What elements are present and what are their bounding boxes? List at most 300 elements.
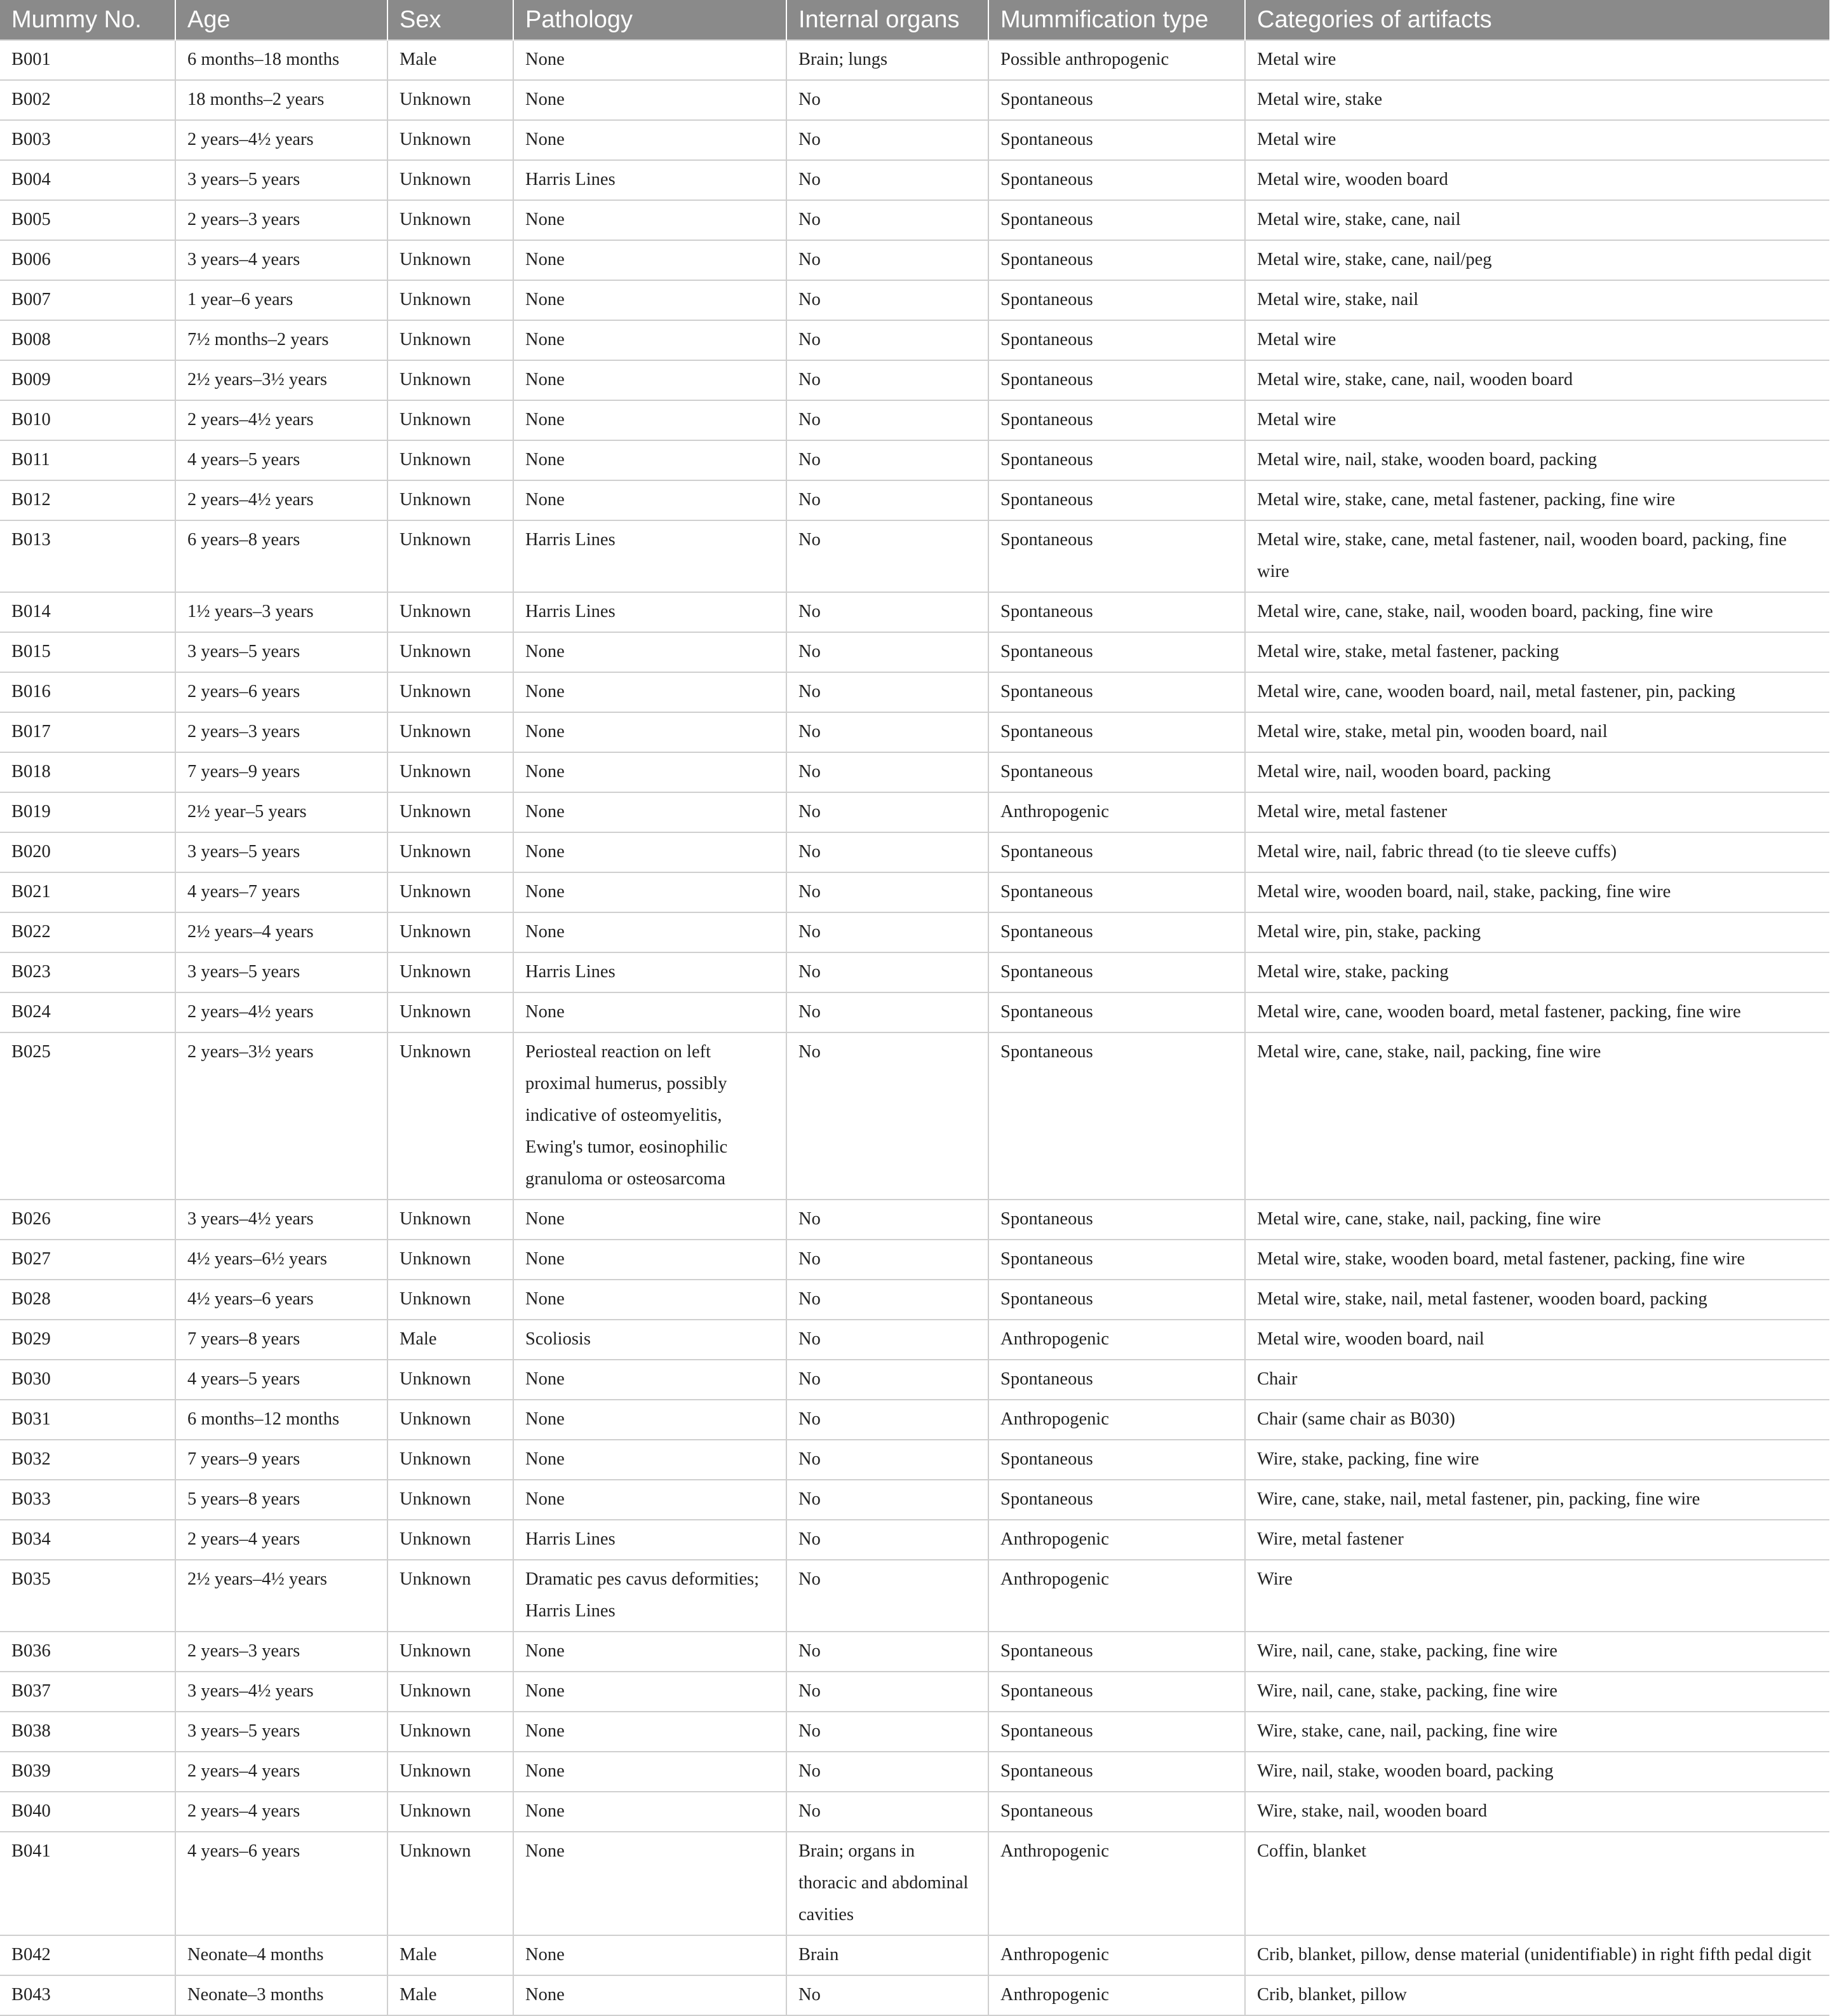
sex-cell: Unknown bbox=[387, 792, 513, 832]
table-row bbox=[0, 992, 1829, 1032]
column-header-mummification-type: Mummification type bbox=[988, 0, 1245, 40]
pathology-cell: None bbox=[513, 120, 786, 160]
sex-cell: Unknown bbox=[387, 952, 513, 992]
mummification-type-cell: Spontaneous bbox=[988, 240, 1245, 280]
age-cell: 2 years–4½ years bbox=[175, 400, 387, 440]
internal-organs-cell: No bbox=[786, 1320, 988, 1360]
internal-organs-cell: No bbox=[786, 280, 988, 320]
mummy-no-cell: B040 bbox=[0, 1792, 175, 1832]
mummification-type-cell: Spontaneous bbox=[988, 592, 1245, 632]
age-cell: 7½ months–2 years bbox=[175, 320, 387, 360]
age-cell: 7 years–8 years bbox=[175, 1320, 387, 1360]
internal-organs-cell: No bbox=[786, 1752, 988, 1792]
artifacts-cell: Metal wire, stake, wooden board, metal fastener, packing, fine wire bbox=[1245, 1240, 1829, 1280]
age-cell: 2 years–4½ years bbox=[175, 992, 387, 1032]
sex-cell: Unknown bbox=[387, 520, 513, 592]
age-cell: 1 year–6 years bbox=[175, 280, 387, 320]
pathology-cell: None bbox=[513, 632, 786, 672]
pathology-cell: None bbox=[513, 1935, 786, 1975]
sex-cell: Unknown bbox=[387, 912, 513, 952]
internal-organs-cell: No bbox=[786, 1975, 988, 2015]
pathology-cell: None bbox=[513, 1975, 786, 2015]
sex-cell: Unknown bbox=[387, 1712, 513, 1752]
internal-organs-cell: No bbox=[786, 1200, 988, 1240]
artifacts-cell: Metal wire, cane, wooden board, nail, metal fastener, pin, packing bbox=[1245, 672, 1829, 712]
sex-cell: Unknown bbox=[387, 440, 513, 480]
artifacts-cell: Chair (same chair as B030) bbox=[1245, 1400, 1829, 1440]
table-row bbox=[0, 160, 1829, 200]
artifacts-cell: Metal wire, cane, stake, nail, wooden board, packing, fine wire bbox=[1245, 592, 1829, 632]
sex-cell: Unknown bbox=[387, 80, 513, 120]
artifacts-cell: Chair bbox=[1245, 1360, 1829, 1400]
artifacts-cell: Metal wire, stake bbox=[1245, 80, 1829, 120]
internal-organs-cell: Brain; organs in thoracic and abdominal cavities bbox=[786, 1832, 988, 1935]
mummy-no-cell: B043 bbox=[0, 1975, 175, 2015]
internal-organs-cell: No bbox=[786, 120, 988, 160]
mummification-type-cell: Spontaneous bbox=[988, 1632, 1245, 1672]
sex-cell: Unknown bbox=[387, 752, 513, 792]
sex-cell: Unknown bbox=[387, 360, 513, 400]
internal-organs-cell: No bbox=[786, 912, 988, 952]
mummy-no-cell: B028 bbox=[0, 1280, 175, 1320]
age-cell: 2 years–6 years bbox=[175, 672, 387, 712]
artifacts-cell: Wire, stake, packing, fine wire bbox=[1245, 1440, 1829, 1480]
mummification-type-cell: Spontaneous bbox=[988, 832, 1245, 872]
mummification-type-cell: Spontaneous bbox=[988, 1480, 1245, 1520]
sex-cell: Unknown bbox=[387, 1752, 513, 1792]
mummification-type-cell: Anthropogenic bbox=[988, 1320, 1245, 1360]
pathology-cell: None bbox=[513, 672, 786, 712]
mummification-type-cell: Spontaneous bbox=[988, 80, 1245, 120]
pathology-cell: None bbox=[513, 1792, 786, 1832]
mummification-type-cell: Spontaneous bbox=[988, 952, 1245, 992]
artifacts-cell: Metal wire, stake, cane, metal fastener, nail, wooden board, packing, fine wire bbox=[1245, 520, 1829, 592]
artifacts-cell: Wire bbox=[1245, 1560, 1829, 1632]
sex-cell: Unknown bbox=[387, 832, 513, 872]
mummy-no-cell: B007 bbox=[0, 280, 175, 320]
artifacts-cell: Metal wire, wooden board, nail bbox=[1245, 1320, 1829, 1360]
mummy-no-cell: B011 bbox=[0, 440, 175, 480]
internal-organs-cell: No bbox=[786, 872, 988, 912]
age-cell: 4 years–5 years bbox=[175, 440, 387, 480]
sex-cell: Unknown bbox=[387, 200, 513, 240]
artifacts-cell: Metal wire, metal fastener bbox=[1245, 792, 1829, 832]
artifacts-cell: Wire, nail, cane, stake, packing, fine wire bbox=[1245, 1672, 1829, 1712]
mummy-no-cell: B017 bbox=[0, 712, 175, 752]
artifacts-cell: Wire, stake, cane, nail, packing, fine wire bbox=[1245, 1712, 1829, 1752]
pathology-cell: None bbox=[513, 792, 786, 832]
table-header-row bbox=[0, 0, 1829, 40]
mummification-type-cell: Spontaneous bbox=[988, 360, 1245, 400]
pathology-cell: None bbox=[513, 360, 786, 400]
pathology-cell: None bbox=[513, 1480, 786, 1520]
table-row bbox=[0, 872, 1829, 912]
artifacts-cell: Metal wire, nail, stake, wooden board, packing bbox=[1245, 440, 1829, 480]
artifacts-cell: Metal wire, cane, stake, nail, packing, fine wire bbox=[1245, 1032, 1829, 1200]
mummification-type-cell: Spontaneous bbox=[988, 200, 1245, 240]
internal-organs-cell: No bbox=[786, 952, 988, 992]
mummy-no-cell: B024 bbox=[0, 992, 175, 1032]
sex-cell: Unknown bbox=[387, 400, 513, 440]
sex-cell: Unknown bbox=[387, 632, 513, 672]
internal-organs-cell: Brain; lungs bbox=[786, 40, 988, 80]
internal-organs-cell: No bbox=[786, 632, 988, 672]
mummy-no-cell: B032 bbox=[0, 1440, 175, 1480]
pathology-cell: None bbox=[513, 752, 786, 792]
table-row bbox=[0, 1712, 1829, 1752]
sex-cell: Male bbox=[387, 1975, 513, 2015]
mummy-no-cell: B035 bbox=[0, 1560, 175, 1632]
artifacts-cell: Coffin, blanket bbox=[1245, 1832, 1829, 1935]
pathology-cell: None bbox=[513, 1240, 786, 1280]
pathology-cell: Periosteal reaction on left proximal humerus, possibly indicative of osteomyelitis, Ewing's tumor, eosinophilic granuloma or osteosarcoma bbox=[513, 1032, 786, 1200]
sex-cell: Unknown bbox=[387, 1240, 513, 1280]
mummification-type-cell: Spontaneous bbox=[988, 1792, 1245, 1832]
sex-cell: Male bbox=[387, 40, 513, 80]
mummification-type-cell: Spontaneous bbox=[988, 520, 1245, 592]
mummy-no-cell: B001 bbox=[0, 40, 175, 80]
internal-organs-cell: No bbox=[786, 1792, 988, 1832]
artifacts-cell: Wire, nail, cane, stake, packing, fine wire bbox=[1245, 1632, 1829, 1672]
mummy-no-cell: B006 bbox=[0, 240, 175, 280]
age-cell: 3 years–5 years bbox=[175, 952, 387, 992]
age-cell: 6 months–12 months bbox=[175, 1400, 387, 1440]
mummy-no-cell: B039 bbox=[0, 1752, 175, 1792]
table-row bbox=[0, 120, 1829, 160]
age-cell: 1½ years–3 years bbox=[175, 592, 387, 632]
mummification-type-cell: Spontaneous bbox=[988, 1200, 1245, 1240]
pathology-cell: None bbox=[513, 1752, 786, 1792]
mummy-no-cell: B027 bbox=[0, 1240, 175, 1280]
column-header-internal-organs: Internal organs bbox=[786, 0, 988, 40]
internal-organs-cell: No bbox=[786, 592, 988, 632]
mummy-no-cell: B033 bbox=[0, 1480, 175, 1520]
internal-organs-cell: No bbox=[786, 792, 988, 832]
table-row bbox=[0, 952, 1829, 992]
mummy-no-cell: B021 bbox=[0, 872, 175, 912]
mummification-type-cell: Spontaneous bbox=[988, 440, 1245, 480]
pathology-cell: None bbox=[513, 1672, 786, 1712]
age-cell: 6 months–18 months bbox=[175, 40, 387, 80]
mummy-no-cell: B016 bbox=[0, 672, 175, 712]
pathology-cell: None bbox=[513, 40, 786, 80]
pathology-cell: None bbox=[513, 872, 786, 912]
age-cell: 4 years–6 years bbox=[175, 1832, 387, 1935]
sex-cell: Unknown bbox=[387, 1280, 513, 1320]
pathology-cell: None bbox=[513, 440, 786, 480]
sex-cell: Unknown bbox=[387, 1672, 513, 1712]
artifacts-cell: Metal wire, stake, metal pin, wooden board, nail bbox=[1245, 712, 1829, 752]
sex-cell: Unknown bbox=[387, 280, 513, 320]
sex-cell: Unknown bbox=[387, 240, 513, 280]
mummy-no-cell: B015 bbox=[0, 632, 175, 672]
pathology-cell: None bbox=[513, 400, 786, 440]
table-row bbox=[0, 240, 1829, 280]
age-cell: 2 years–3 years bbox=[175, 200, 387, 240]
age-cell: 2 years–4 years bbox=[175, 1752, 387, 1792]
table-row bbox=[0, 440, 1829, 480]
mummification-type-cell: Spontaneous bbox=[988, 160, 1245, 200]
internal-organs-cell: No bbox=[786, 1440, 988, 1480]
pathology-cell: None bbox=[513, 200, 786, 240]
artifacts-cell: Metal wire, nail, fabric thread (to tie sleeve cuffs) bbox=[1245, 832, 1829, 872]
mummification-type-cell: Spontaneous bbox=[988, 712, 1245, 752]
age-cell: 2 years–3 years bbox=[175, 1632, 387, 1672]
table-row bbox=[0, 1320, 1829, 1360]
column-header-age: Age bbox=[175, 0, 387, 40]
table-row bbox=[0, 360, 1829, 400]
internal-organs-cell: No bbox=[786, 1240, 988, 1280]
internal-organs-cell: No bbox=[786, 160, 988, 200]
internal-organs-cell: No bbox=[786, 1280, 988, 1320]
mummy-no-cell: B023 bbox=[0, 952, 175, 992]
mummy-no-cell: B034 bbox=[0, 1520, 175, 1560]
mummification-type-cell: Anthropogenic bbox=[988, 792, 1245, 832]
age-cell: 18 months–2 years bbox=[175, 80, 387, 120]
internal-organs-cell: No bbox=[786, 672, 988, 712]
mummification-type-cell: Spontaneous bbox=[988, 1672, 1245, 1712]
age-cell: 3 years–5 years bbox=[175, 160, 387, 200]
mummification-type-cell: Anthropogenic bbox=[988, 1832, 1245, 1935]
mummification-type-cell: Anthropogenic bbox=[988, 1935, 1245, 1975]
mummy-no-cell: B030 bbox=[0, 1360, 175, 1400]
internal-organs-cell: No bbox=[786, 992, 988, 1032]
table-row bbox=[0, 1480, 1829, 1520]
artifacts-cell: Wire, stake, nail, wooden board bbox=[1245, 1792, 1829, 1832]
sex-cell: Male bbox=[387, 1320, 513, 1360]
table-row bbox=[0, 712, 1829, 752]
internal-organs-cell: No bbox=[786, 1480, 988, 1520]
internal-organs-cell: No bbox=[786, 480, 988, 520]
artifacts-cell: Metal wire bbox=[1245, 120, 1829, 160]
mummy-no-cell: B022 bbox=[0, 912, 175, 952]
artifacts-cell: Wire, cane, stake, nail, metal fastener, pin, packing, fine wire bbox=[1245, 1480, 1829, 1520]
artifacts-cell: Metal wire bbox=[1245, 40, 1829, 80]
table-row bbox=[0, 400, 1829, 440]
mummification-type-cell: Spontaneous bbox=[988, 1712, 1245, 1752]
artifacts-cell: Metal wire, stake, nail bbox=[1245, 280, 1829, 320]
table-row bbox=[0, 320, 1829, 360]
artifacts-cell: Metal wire, wooden board, nail, stake, packing, fine wire bbox=[1245, 872, 1829, 912]
internal-organs-cell: No bbox=[786, 1400, 988, 1440]
table-row bbox=[0, 912, 1829, 952]
mummy-no-cell: B031 bbox=[0, 1400, 175, 1440]
mummification-type-cell: Spontaneous bbox=[988, 1360, 1245, 1400]
internal-organs-cell: No bbox=[786, 320, 988, 360]
internal-organs-cell: No bbox=[786, 440, 988, 480]
internal-organs-cell: No bbox=[786, 1032, 988, 1200]
pathology-cell: Scoliosis bbox=[513, 1320, 786, 1360]
mummification-type-cell: Anthropogenic bbox=[988, 1975, 1245, 2015]
mummy-no-cell: B037 bbox=[0, 1672, 175, 1712]
mummy-no-cell: B026 bbox=[0, 1200, 175, 1240]
mummification-type-cell: Spontaneous bbox=[988, 480, 1245, 520]
age-cell: 2 years–3 years bbox=[175, 712, 387, 752]
mummy-no-cell: B025 bbox=[0, 1032, 175, 1200]
table-row bbox=[0, 40, 1829, 80]
artifacts-cell: Wire, nail, stake, wooden board, packing bbox=[1245, 1752, 1829, 1792]
mummification-type-cell: Spontaneous bbox=[988, 872, 1245, 912]
column-header-sex: Sex bbox=[387, 0, 513, 40]
mummification-type-cell: Spontaneous bbox=[988, 320, 1245, 360]
mummification-type-cell: Spontaneous bbox=[988, 1440, 1245, 1480]
age-cell: 2 years–4 years bbox=[175, 1792, 387, 1832]
mummy-no-cell: B003 bbox=[0, 120, 175, 160]
pathology-cell: None bbox=[513, 1440, 786, 1480]
table-row bbox=[0, 1792, 1829, 1832]
internal-organs-cell: No bbox=[786, 1520, 988, 1560]
table-row bbox=[0, 1752, 1829, 1792]
table-row bbox=[0, 752, 1829, 792]
age-cell: 6 years–8 years bbox=[175, 520, 387, 592]
mummification-type-cell: Spontaneous bbox=[988, 912, 1245, 952]
sex-cell: Unknown bbox=[387, 872, 513, 912]
sex-cell: Unknown bbox=[387, 1832, 513, 1935]
age-cell: 2 years–4½ years bbox=[175, 120, 387, 160]
age-cell: 3 years–4½ years bbox=[175, 1672, 387, 1712]
sex-cell: Unknown bbox=[387, 160, 513, 200]
mummification-type-cell: Spontaneous bbox=[988, 1032, 1245, 1200]
sex-cell: Unknown bbox=[387, 1560, 513, 1632]
sex-cell: Unknown bbox=[387, 1792, 513, 1832]
internal-organs-cell: No bbox=[786, 752, 988, 792]
pathology-cell: None bbox=[513, 1712, 786, 1752]
sex-cell: Unknown bbox=[387, 1632, 513, 1672]
age-cell: 3 years–5 years bbox=[175, 832, 387, 872]
table-body bbox=[0, 40, 1829, 2015]
mummification-type-cell: Spontaneous bbox=[988, 400, 1245, 440]
table-row bbox=[0, 1935, 1829, 1975]
mummy-no-cell: B041 bbox=[0, 1832, 175, 1935]
table-row bbox=[0, 200, 1829, 240]
sex-cell: Unknown bbox=[387, 1200, 513, 1240]
mummy-no-cell: B019 bbox=[0, 792, 175, 832]
mummification-type-cell: Spontaneous bbox=[988, 672, 1245, 712]
table-row bbox=[0, 792, 1829, 832]
mummification-type-cell: Anthropogenic bbox=[988, 1520, 1245, 1560]
mummy-no-cell: B008 bbox=[0, 320, 175, 360]
age-cell: 7 years–9 years bbox=[175, 752, 387, 792]
pathology-cell: None bbox=[513, 1360, 786, 1400]
table-row bbox=[0, 1032, 1829, 1200]
mummification-type-cell: Spontaneous bbox=[988, 280, 1245, 320]
artifacts-cell: Metal wire, stake, metal fastener, packing bbox=[1245, 632, 1829, 672]
pathology-cell: None bbox=[513, 280, 786, 320]
mummy-no-cell: B005 bbox=[0, 200, 175, 240]
mummy-no-cell: B012 bbox=[0, 480, 175, 520]
sex-cell: Unknown bbox=[387, 1480, 513, 1520]
internal-organs-cell: No bbox=[786, 360, 988, 400]
mummification-type-cell: Spontaneous bbox=[988, 632, 1245, 672]
artifacts-cell: Wire, metal fastener bbox=[1245, 1520, 1829, 1560]
table-row bbox=[0, 1832, 1829, 1935]
table-row bbox=[0, 80, 1829, 120]
artifacts-cell: Metal wire, stake, packing bbox=[1245, 952, 1829, 992]
artifacts-cell: Crib, blanket, pillow, dense material (unidentifiable) in right fifth pedal digit bbox=[1245, 1935, 1829, 1975]
age-cell: 4 years–7 years bbox=[175, 872, 387, 912]
internal-organs-cell: No bbox=[786, 832, 988, 872]
age-cell: 3 years–5 years bbox=[175, 1712, 387, 1752]
sex-cell: Unknown bbox=[387, 1520, 513, 1560]
mummy-no-cell: B010 bbox=[0, 400, 175, 440]
pathology-cell: Harris Lines bbox=[513, 952, 786, 992]
mummification-type-cell: Spontaneous bbox=[988, 120, 1245, 160]
table-row bbox=[0, 1560, 1829, 1632]
pathology-cell: Harris Lines bbox=[513, 160, 786, 200]
table-row bbox=[0, 1400, 1829, 1440]
sex-cell: Unknown bbox=[387, 1400, 513, 1440]
table-row bbox=[0, 520, 1829, 592]
pathology-cell: None bbox=[513, 912, 786, 952]
artifacts-cell: Metal wire, nail, wooden board, packing bbox=[1245, 752, 1829, 792]
internal-organs-cell: No bbox=[786, 1712, 988, 1752]
internal-organs-cell: Brain bbox=[786, 1935, 988, 1975]
age-cell: 5 years–8 years bbox=[175, 1480, 387, 1520]
age-cell: 2½ years–3½ years bbox=[175, 360, 387, 400]
pathology-cell: None bbox=[513, 1832, 786, 1935]
age-cell: 4½ years–6½ years bbox=[175, 1240, 387, 1280]
internal-organs-cell: No bbox=[786, 520, 988, 592]
table-row bbox=[0, 280, 1829, 320]
pathology-cell: None bbox=[513, 240, 786, 280]
internal-organs-cell: No bbox=[786, 1632, 988, 1672]
age-cell: 2 years–4½ years bbox=[175, 480, 387, 520]
mummy-no-cell: B020 bbox=[0, 832, 175, 872]
table-row bbox=[0, 1240, 1829, 1280]
mummy-no-cell: B038 bbox=[0, 1712, 175, 1752]
mummification-type-cell: Spontaneous bbox=[988, 992, 1245, 1032]
artifacts-cell: Metal wire, stake, nail, metal fastener, wooden board, packing bbox=[1245, 1280, 1829, 1320]
artifacts-cell: Metal wire, stake, cane, nail bbox=[1245, 200, 1829, 240]
internal-organs-cell: No bbox=[786, 240, 988, 280]
pathology-cell: None bbox=[513, 80, 786, 120]
internal-organs-cell: No bbox=[786, 1560, 988, 1632]
table-row bbox=[0, 1672, 1829, 1712]
table-row bbox=[0, 1360, 1829, 1400]
artifacts-cell: Metal wire, stake, cane, nail, wooden board bbox=[1245, 360, 1829, 400]
age-cell: 2½ years–4 years bbox=[175, 912, 387, 952]
mummy-no-cell: B018 bbox=[0, 752, 175, 792]
table-row bbox=[0, 1440, 1829, 1480]
age-cell: 4½ years–6 years bbox=[175, 1280, 387, 1320]
artifacts-cell: Metal wire, cane, wooden board, metal fastener, packing, fine wire bbox=[1245, 992, 1829, 1032]
sex-cell: Unknown bbox=[387, 992, 513, 1032]
age-cell: 2 years–3½ years bbox=[175, 1032, 387, 1200]
internal-organs-cell: No bbox=[786, 1672, 988, 1712]
sex-cell: Unknown bbox=[387, 1360, 513, 1400]
age-cell: 2½ year–5 years bbox=[175, 792, 387, 832]
sex-cell: Unknown bbox=[387, 320, 513, 360]
age-cell: Neonate–4 months bbox=[175, 1935, 387, 1975]
table-row bbox=[0, 480, 1829, 520]
internal-organs-cell: No bbox=[786, 1360, 988, 1400]
artifacts-cell: Metal wire, pin, stake, packing bbox=[1245, 912, 1829, 952]
age-cell: 7 years–9 years bbox=[175, 1440, 387, 1480]
artifacts-cell: Metal wire, stake, cane, nail/peg bbox=[1245, 240, 1829, 280]
mummy-no-cell: B014 bbox=[0, 592, 175, 632]
mummification-type-cell: Spontaneous bbox=[988, 1280, 1245, 1320]
age-cell: 3 years–4½ years bbox=[175, 1200, 387, 1240]
table-row bbox=[0, 592, 1829, 632]
mummification-type-cell: Anthropogenic bbox=[988, 1560, 1245, 1632]
column-header-mummy-no: Mummy No. bbox=[0, 0, 175, 40]
age-cell: 2½ years–4½ years bbox=[175, 1560, 387, 1632]
pathology-cell: Dramatic pes cavus deformities; Harris Lines bbox=[513, 1560, 786, 1632]
artifacts-cell: Metal wire, wooden board bbox=[1245, 160, 1829, 200]
artifacts-cell: Metal wire bbox=[1245, 400, 1829, 440]
pathology-cell: None bbox=[513, 480, 786, 520]
age-cell: Neonate–3 months bbox=[175, 1975, 387, 2015]
